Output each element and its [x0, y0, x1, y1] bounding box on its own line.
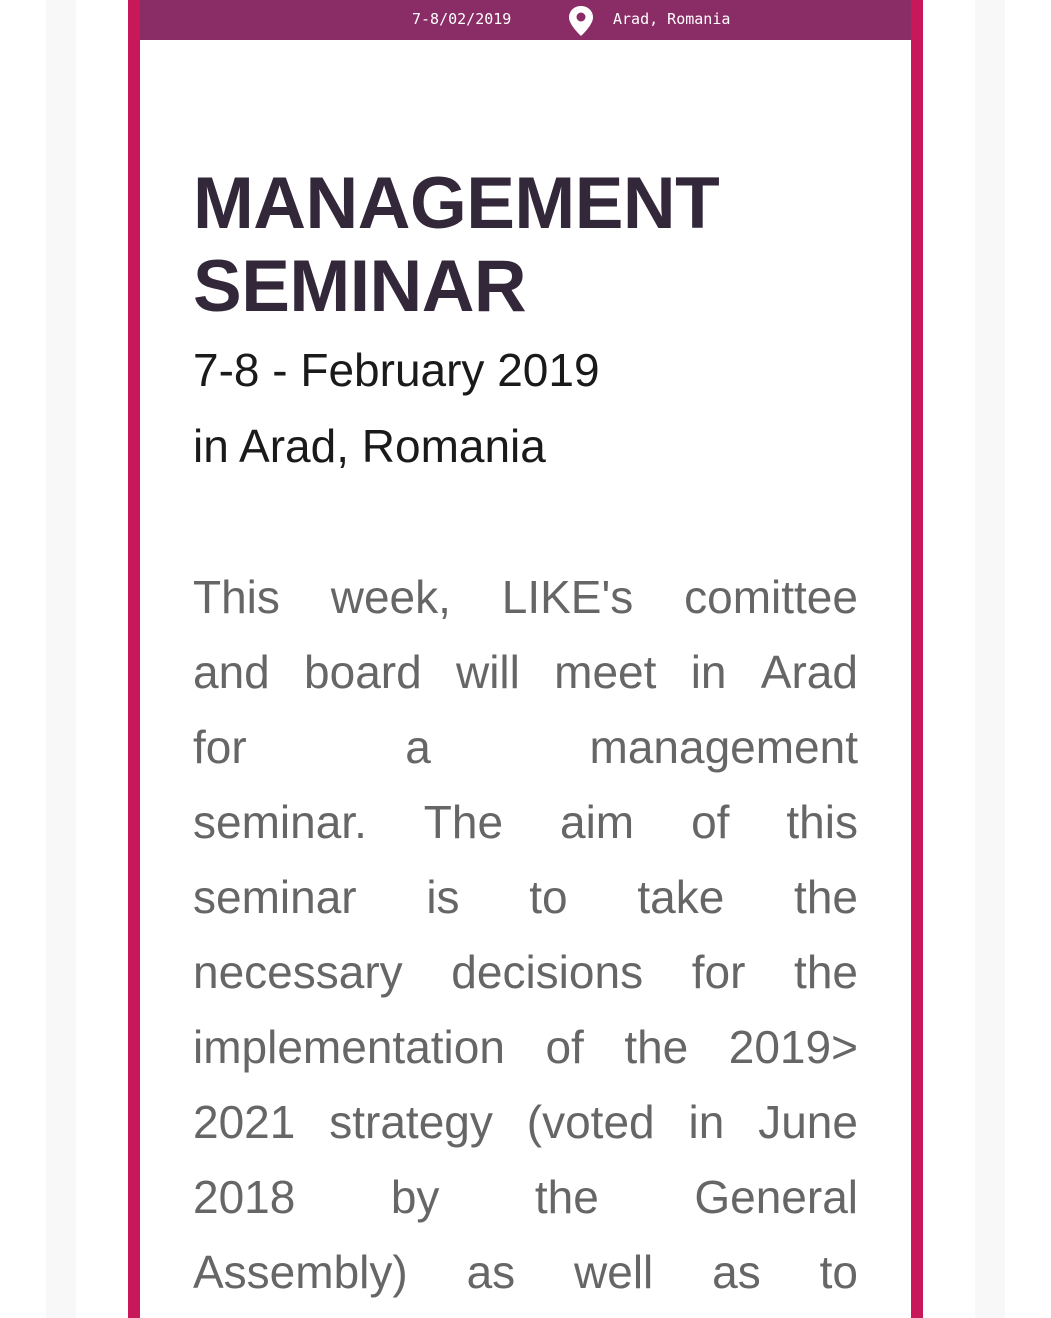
description-line: and board will meet in Arad	[193, 646, 858, 698]
event-description	[193, 560, 858, 1310]
description-line: seminar is to take the	[193, 871, 858, 923]
description-line: 2018 by the General	[193, 1171, 858, 1223]
event-place: in Arad, Romania	[193, 420, 546, 472]
page-title	[193, 162, 833, 328]
description-line: implementation of the 2019>	[193, 1021, 858, 1073]
description-line: necessary decisions for the	[193, 946, 858, 998]
event-info-bar	[140, 0, 911, 40]
description-line: This week, LIKE's comittee	[193, 571, 858, 623]
title-line-1: MANAGEMENT	[193, 163, 720, 244]
event-date-short: 7-8/02/2019	[412, 10, 512, 28]
description-line: 2021 strategy (voted in June	[193, 1096, 858, 1148]
description-line: seminar. The aim of this	[193, 796, 858, 848]
description-line: for a management	[193, 721, 858, 773]
event-card	[128, 0, 923, 1318]
event-location-short: Arad, Romania	[613, 10, 731, 28]
title-line-2: SEMINAR	[193, 246, 527, 327]
background-strip-left	[46, 0, 76, 1318]
event-date: 7-8 - February 2019	[193, 344, 600, 396]
map-pin-icon	[567, 5, 595, 37]
background-strip-right	[975, 0, 1005, 1318]
description-line: Assembly) as well as to	[193, 1246, 858, 1298]
